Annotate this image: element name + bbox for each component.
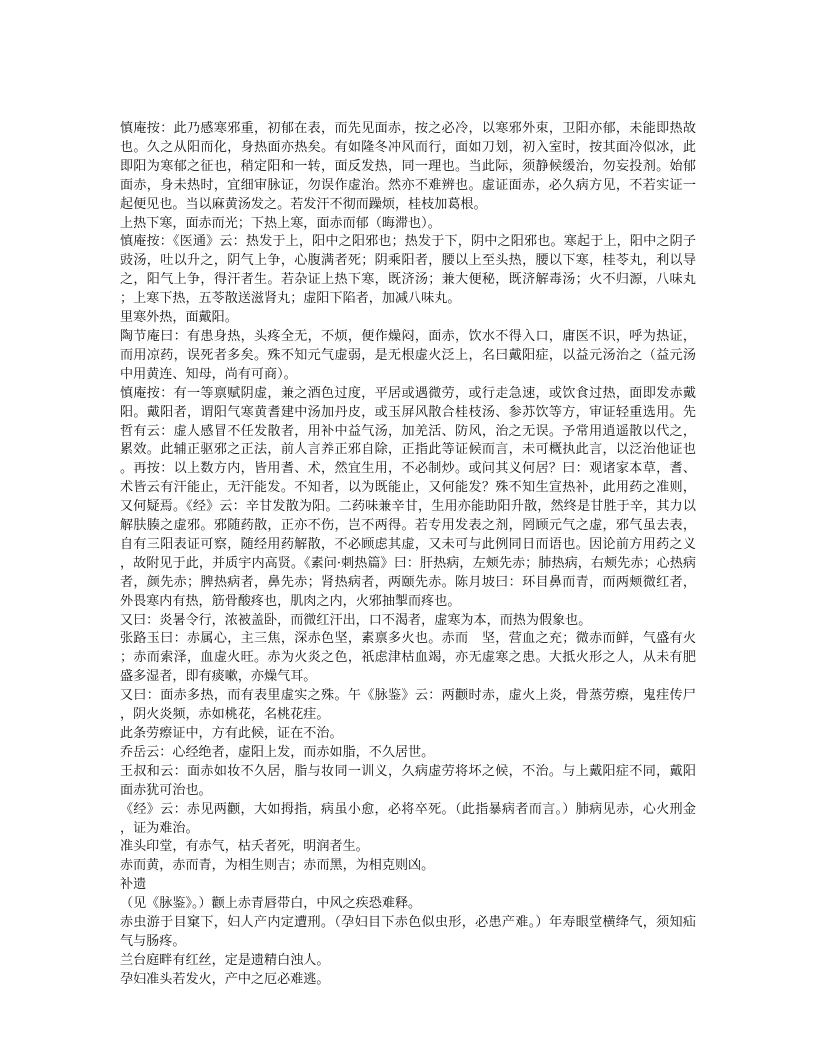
paragraph-2: 上热下寒，面赤而光；下热上寒，面赤而郁（晦滞也）。 <box>120 215 441 231</box>
paragraph-3: 慎庵按：《医通》云：热发于上，阳中之阳邪也；热发于下，阴中之阳邪也。寒起于上，阳中之阴子豉汤，吐以升之，阴气上争，心腹满者死；阴乘阳者，腰以上至头热，腰以下寒，桂苓丸，利以导之，阳气上争，得汗者生。若杂证上热下寒，既济汤；兼大便秘，既济解毒汤；火不归源，八味丸；上寒下热，五苓散送滋肾丸；虚阳下陷者，加减八味丸。 <box>120 234 696 307</box>
document-body <box>120 120 696 990</box>
paragraph-14: 准头印堂，有赤气，枯夭者死，明润者生。 <box>120 839 369 855</box>
section-heading-supplement: 补遗 <box>120 877 147 893</box>
paragraph-19: 兰台庭畔有红丝，定是遗精白浊人。 <box>120 952 330 968</box>
paragraph-17: （见《脉鉴》。）颧上赤青唇带白，中风之疾恐难释。 <box>120 896 422 912</box>
paragraph-1: 慎庵按：此乃感寒邪重，初郁在表，而先见面赤，按之必冷，以寒邪外束，卫阳亦郁，未能即热故也。久之从阳而化，身热面亦热矣。有如隆冬冲风而行，面如刀划，初入室时，按其面冷似冰，此即阳为寒郁之征也，稍定阳和一转，面反发热，同一理也。当此际，须静候缓治，勿妄投剂。始郁面赤，身未热时，宜细审脉证，勿误作虚治。然亦不难辨也。虚证面赤，必久病方见，不若实证一起便见也。当以麻黄汤发之。若发汗不彻而躁烦，桂枝加葛根。 <box>120 121 696 212</box>
paragraph-20: 孕妇准头若发火，产中之厄必难逃。 <box>120 971 330 987</box>
paragraph-7: 又曰：炎暑令行，浓被盖卧，而微红汗出，口不渴者，虚寒为本，而热为假象也。 <box>120 612 592 628</box>
paragraph-6: 慎庵按：有一等禀赋阴虚，兼之酒色过度，平居或遇微劳，或行走急速，或饮食过热，面即发赤戴阳。戴阳者，谓阳气寒黄耆建中汤加丹皮，或玉屏风散合桂枝汤、参苏饮等方，审证轻重选用。先哲有云：虚人感冒不任发散者，用补中益气汤，加羌活、防风，治之无误。予常用逍遥散以代之，累效。此辅正驱邪之正法，前人言养正邪自除，正指此等证候而言，未可概执此言，以泛治他证也。再按：以上数方内，皆用耆、术，然宜生用，不必制炒。或问其义何居？曰：观诸家本草，耆、术皆云有汗能止，无汗能发。不知者，以为既能止，又何能发？殊不知生宣热补，此用药之准则，又何疑焉。《经》云：辛甘发散为阳。二药味兼辛甘，生用亦能助阳升散，然终是甘胜于辛，其力以解肤腠之虚邪。邪随药散，正亦不伤，岂不两得。若专用发表之剂，罔顾元气之虚，邪气虽去表，自有三阳表证可察，随经用药解散，不必顾虑其虚，又未可与此例同日而语也。因论前方用药之义，故附见于此，并质宇内高贤。《素问·刺热篇》曰：肝热病，左颊先赤；肺热病，右颊先赤；心热病者，颜先赤；脾热病者，鼻先赤；肾热病者，两颐先赤。陈月坡曰：环目鼻而青，而两颊微红者，外畏寒内有热，筋骨酸疼也，肌肉之内，火邪抽掣而疼也。 <box>120 385 696 609</box>
paragraph-8: 张路玉曰：赤属心，主三焦，深赤色坚，素禀多火也。赤而 坚，营血之充；微赤而鲜，气盛有火；赤而索泽，血虚火旺。赤为火炎之色，祇虑津枯血竭，亦无虚寒之患。大抵火形之人，从未有肥盛多湿者，即有痰嗽，亦燥气耳。 <box>120 631 696 685</box>
paragraph-4: 里寒外热，面戴阳。 <box>120 310 238 326</box>
paragraph-5: 陶节庵曰：有患身热，头疼全无，不烦，便作燥闷，面赤，饮水不得入口，庸医不识，呼为热证，而用凉药，误死者多矣。殊不知元气虚弱，是无根虚火泛上，名曰戴阳症，以益元汤治之（益元汤中用黄连、知母，尚有可商）。 <box>120 328 696 382</box>
paragraph-10: 此条劳瘵证中，方有此候，证在不治。 <box>120 726 343 741</box>
paragraph-13: 《经》云：赤见两颧，大如拇指，病虽小愈，必将卒死。（此指暴病者而言。）肺病见赤，心火刑金，证为难治。 <box>120 801 696 836</box>
paragraph-9: 又曰：面赤多热，而有表里虚实之殊。午《脉鉴》云：两颧时赤，虚火上炎，骨蒸劳瘵，鬼疰传尸，阴火炎频，赤如桃花，名桃花疰。 <box>120 688 696 723</box>
paragraph-18: 赤虫游于目窠下，妇人产内定遭刑。（孕妇目下赤色似虫形，必患产难。）年寿眼堂横绛气，须知疝气与肠疼。 <box>120 915 696 949</box>
paragraph-11: 乔岳云：心经绝者，虚阳上发，而赤如脂，不久居世。 <box>120 744 435 760</box>
paragraph-12: 王叔和云：面赤如妆不久居，脂与妆同一训义，久病虚劳将坏之候，不治。与上戴阳症不同，戴阳面赤犹可治也。 <box>120 763 696 798</box>
paragraph-15: 赤而黄，赤而青，为相生则吉；赤而黑，为相克则凶。 <box>120 858 435 874</box>
